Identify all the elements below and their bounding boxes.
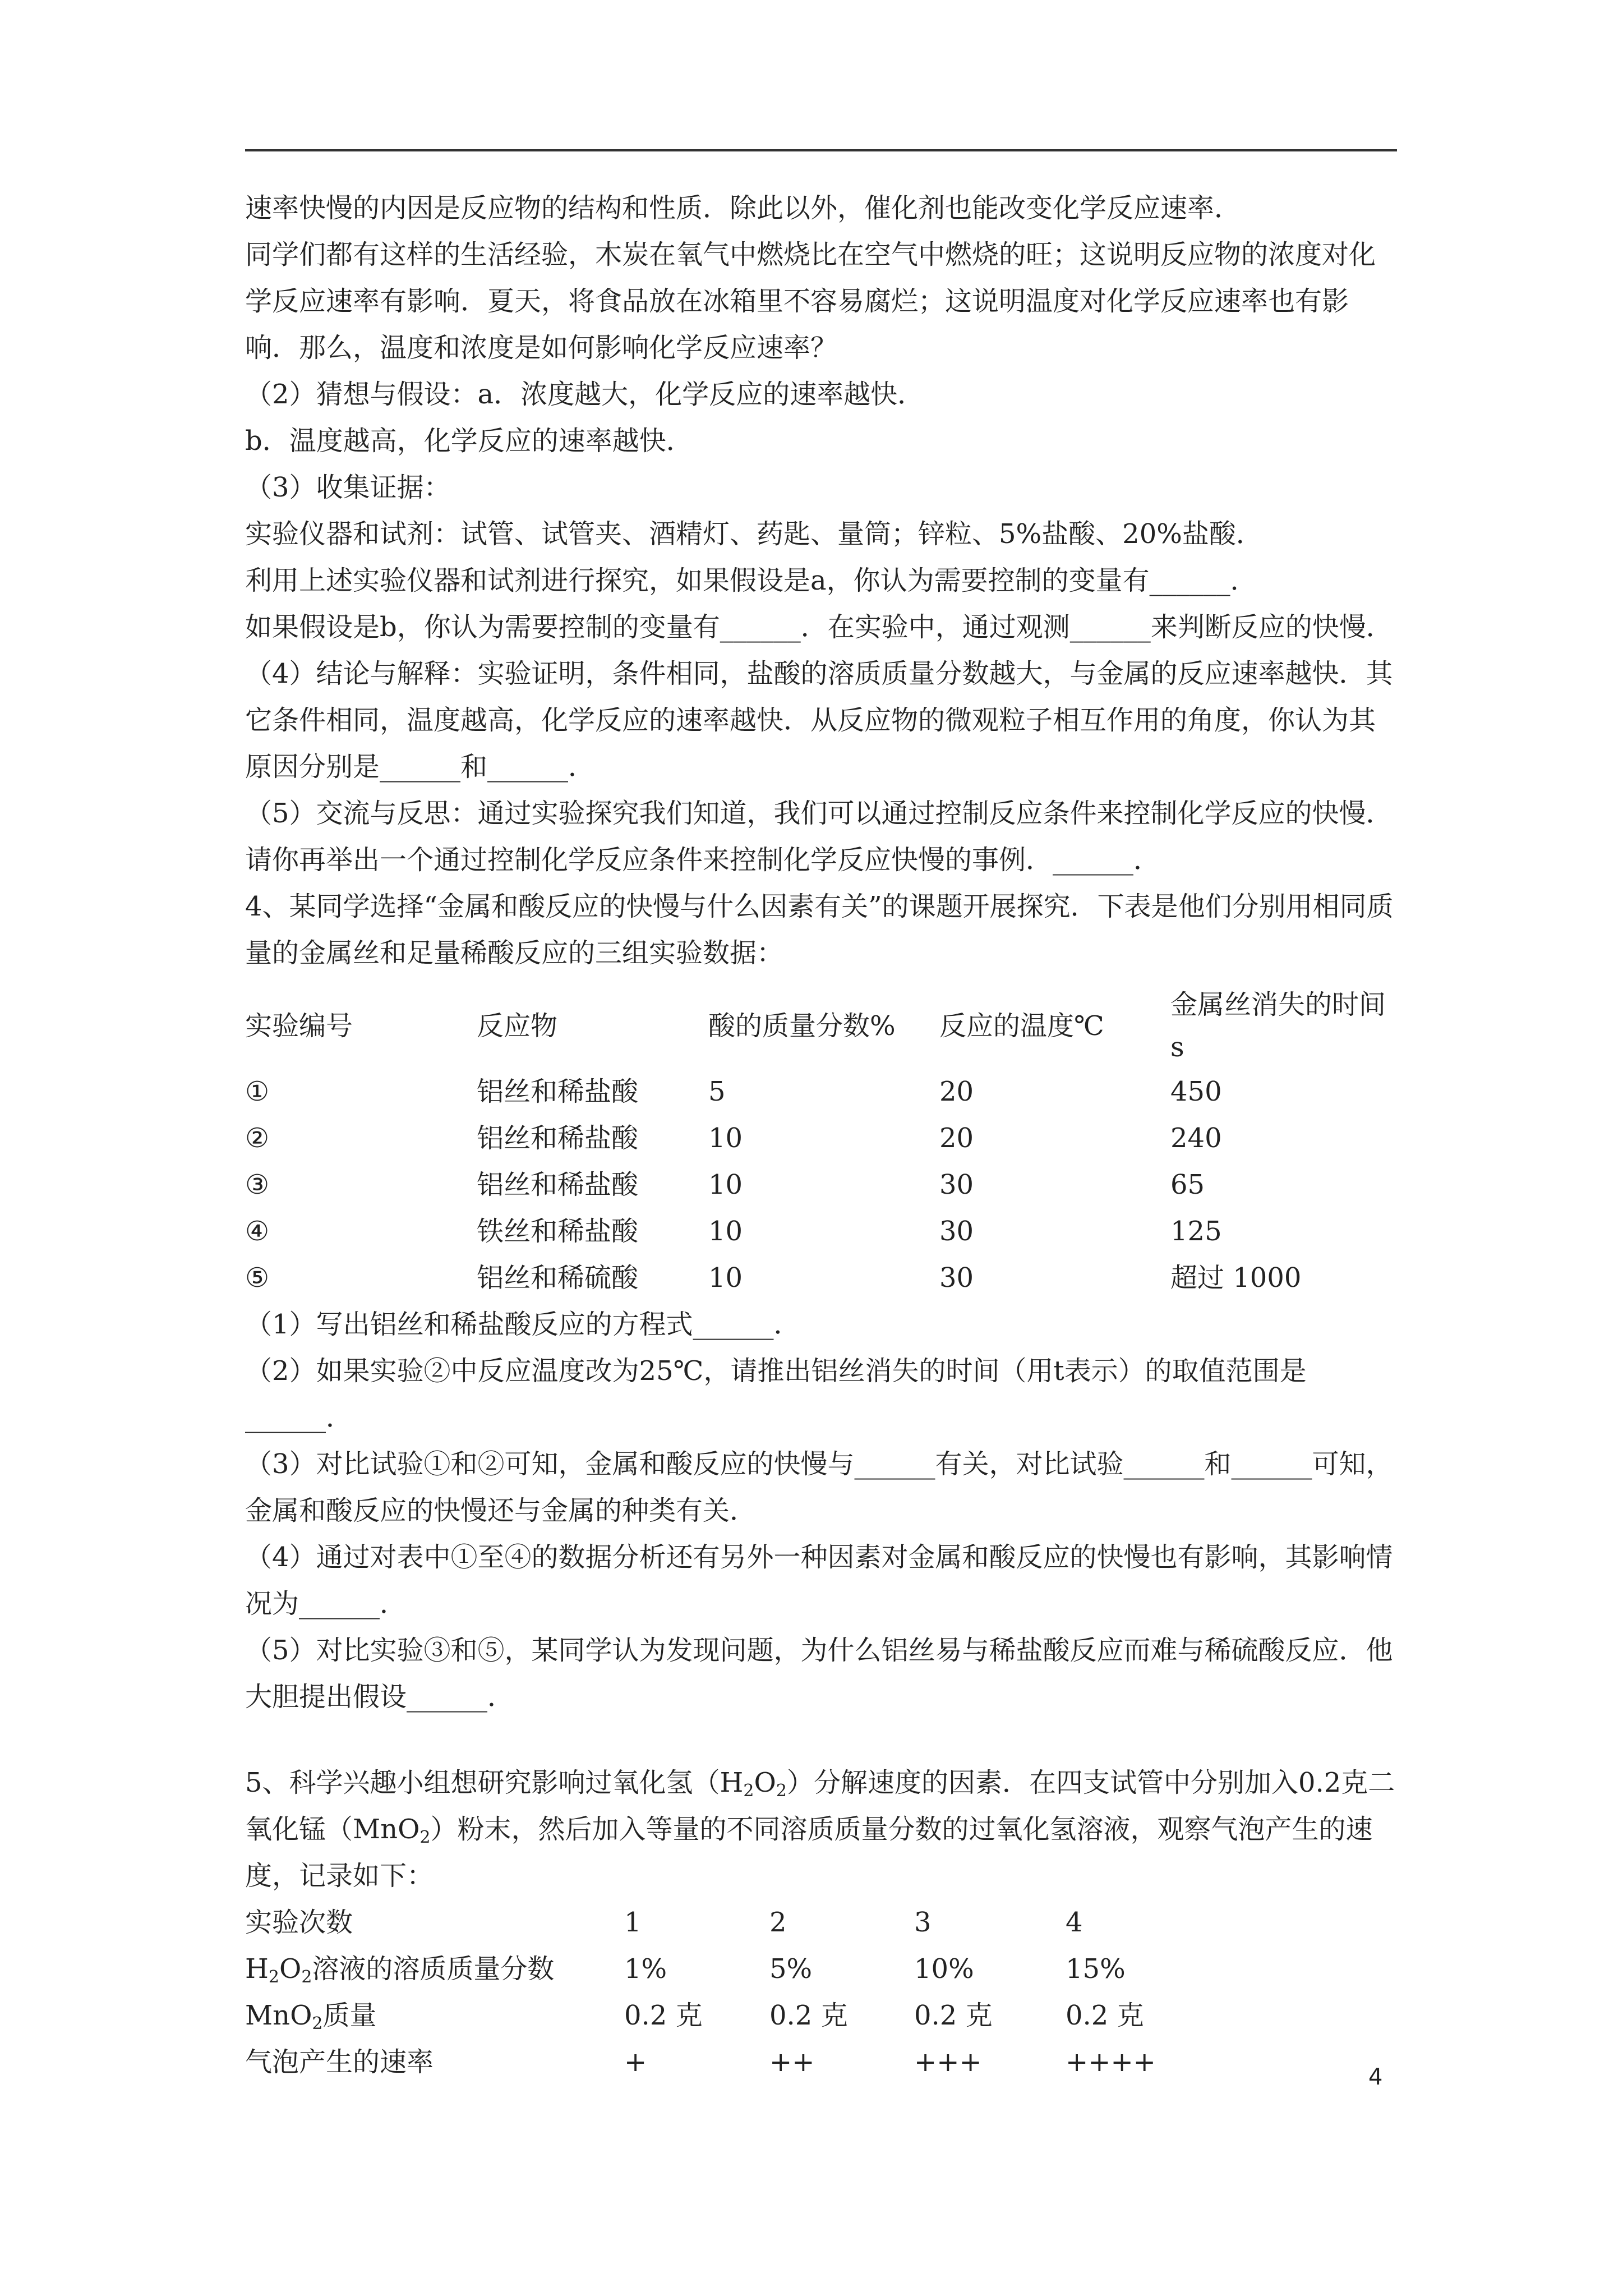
formula-part: H xyxy=(245,1953,269,1985)
question-4-intro: 4、某同学选择“金属和酸反应的快慢与什么因素有关”的课题开展探究．下表是他们分别用相同质量的金属丝和足量稀酸反应的三组实验数据： xyxy=(245,891,1394,969)
table-cell: 5 xyxy=(708,1076,726,1107)
table-row xyxy=(245,1993,1223,2039)
row-label xyxy=(245,1993,624,2039)
label-text: 质量 xyxy=(322,2000,377,2031)
table-cell: ① xyxy=(245,1076,270,1107)
table-row xyxy=(245,1208,1397,1255)
label-text: 溶液的溶质质量分数 xyxy=(312,1953,555,1985)
q5-text-part: ）粉末，然后加入等量的不同溶质质量分数的过氧化氢溶液，观察气泡产生的速度，记录如下： xyxy=(245,1814,1373,1892)
paragraph: 实验仪器和试剂：试管、试管夹、酒精灯、药匙、量筒；锌粒、5%盐酸、20%盐酸． xyxy=(245,518,1263,550)
paragraph: （2）如果实验②中反应温度改为25℃，请推出铝丝消失的时间（用t表示）的取值范围是______． xyxy=(245,1355,1307,1433)
table-cell: 0.2 克 xyxy=(624,2000,703,2031)
table-cell: 10 xyxy=(708,1169,743,1200)
table-row xyxy=(245,2039,1223,2086)
table-header-cell: 金属丝消失的时间 s xyxy=(1170,989,1386,1063)
subscript: 2 xyxy=(301,1967,312,1987)
q5-text-part: O xyxy=(754,1767,776,1798)
page-content xyxy=(245,185,1397,2086)
table-cell: 1% xyxy=(624,1953,667,1985)
table-row xyxy=(245,1899,1223,1946)
table-cell: 30 xyxy=(939,1169,974,1200)
paragraph: （1）写出铝丝和稀盐酸反应的方程式______． xyxy=(245,1309,801,1340)
table-cell: 10 xyxy=(708,1122,743,1154)
page-number: 4 xyxy=(1368,2064,1383,2090)
table-cell: + xyxy=(624,2046,647,2078)
table-cell: 5% xyxy=(769,1953,813,1985)
table-cell: 0.2 克 xyxy=(914,2000,993,2031)
paragraph: （5）交流与反思：通过实验探究我们知道，我们可以通过控制反应条件来控制化学反应的快慢．请你再举出一个通过控制化学反应条件来控制化学反应快慢的事例．______． xyxy=(245,798,1393,876)
table-cell: 450 xyxy=(1170,1076,1222,1107)
table-cell: ② xyxy=(245,1122,270,1154)
table-cell: 4 xyxy=(1066,1907,1083,1938)
table-cell: ++++ xyxy=(1066,2046,1156,2078)
table-cell: 0.2 克 xyxy=(1066,2000,1144,2031)
subscript: 2 xyxy=(743,1781,754,1801)
paragraph: 如果假设是b，你认为需要控制的变量有______．在实验中，通过观测______来判断反应的快慢． xyxy=(245,611,1393,643)
paragraph: （4）通过对表中①至④的数据分析还有另外一种因素对金属和酸反应的快慢也有影响，其影响情况为______． xyxy=(245,1542,1393,1619)
table-cell: 铁丝和稀盐酸 xyxy=(477,1216,639,1247)
table-cell: 20 xyxy=(939,1076,974,1107)
paragraph: 同学们都有这样的生活经验，木炭在氧气中燃烧比在空气中燃烧的旺；这说明反应物的浓度对化学反应速率有影响．夏天，将食品放在冰箱里不容易腐烂；这说明温度对化学反应速率也有影响．那么，温度和浓度是如何影响化学反应速率？ xyxy=(245,239,1376,364)
paragraph: （3）对比试验①和②可知，金属和酸反应的快慢与______有关，对比试验______和______可知，金属和酸反应的快慢还与金属的种类有关． xyxy=(245,1448,1393,1526)
row-label: 气泡产生的速率 xyxy=(245,2046,434,2078)
table-header-row xyxy=(245,983,1397,1069)
q5-text-part: ）分解速度的因素．在四支试管中分别加入0.2克二氧化锰（MnO xyxy=(245,1767,1395,1845)
header-rule xyxy=(245,149,1397,151)
table-cell: ⑤ xyxy=(245,1262,270,1294)
table-cell: ++ xyxy=(769,2046,815,2078)
subscript: 2 xyxy=(419,1828,431,1847)
table-header-cell: 反应物 xyxy=(477,1010,558,1042)
paragraph: b．温度越高，化学反应的速率越快． xyxy=(245,425,693,457)
table-cell: 铝丝和稀盐酸 xyxy=(477,1169,639,1200)
question-5-intro xyxy=(245,1760,1397,1899)
table-cell: 30 xyxy=(939,1216,974,1247)
table-row xyxy=(245,1115,1397,1162)
table-cell: 0.2 克 xyxy=(769,2000,848,2031)
table-cell: 10 xyxy=(708,1262,743,1294)
table-cell: 125 xyxy=(1170,1216,1222,1247)
experiment-table-metal-acid xyxy=(245,983,1397,1301)
paragraph: （2）猜想与假设：a．浓度越大，化学反应的速率越快． xyxy=(245,379,925,410)
q5-text-part: 5、科学兴趣小组想研究影响过氧化氢（H xyxy=(245,1767,744,1798)
table-cell: 15% xyxy=(1066,1953,1126,1985)
paragraph: （5）对比实验③和⑤，某同学认为发现问题，为什么铝丝易与稀盐酸反应而难与稀硫酸反应．他大胆提出假设______． xyxy=(245,1635,1393,1713)
table-cell: 10 xyxy=(708,1216,743,1247)
table-cell: 铝丝和稀硫酸 xyxy=(477,1262,639,1294)
subscript: 2 xyxy=(268,1967,279,1987)
table-cell: 铝丝和稀盐酸 xyxy=(477,1076,639,1107)
table-cell: ④ xyxy=(245,1216,270,1247)
paragraph: （4）结论与解释：实验证明，条件相同，盐酸的溶质质量分数越大，与金属的反应速率越快．其它条件相同，温度越高，化学反应的速率越快．从反应物的微观粒子相互作用的角度，你认为其原因分别是______和______． xyxy=(245,658,1393,783)
table-cell: 3 xyxy=(914,1907,932,1938)
paragraph: 利用上述实验仪器和试剂进行探究，如果假设是a，你认为需要控制的变量有______． xyxy=(245,565,1257,596)
row-label xyxy=(245,1946,624,1993)
table-header-cell: 反应的温度℃ xyxy=(939,1010,1104,1042)
table-cell: ③ xyxy=(245,1169,270,1200)
table-cell: 1 xyxy=(624,1907,642,1938)
paragraph: （3）收集证据： xyxy=(245,472,451,503)
table-header-cell: 酸的质量分数% xyxy=(708,1010,896,1042)
table-row xyxy=(245,1255,1397,1301)
table-row xyxy=(245,1162,1397,1208)
row-label: 实验次数 xyxy=(245,1907,353,1938)
table-header-cell: 实验编号 xyxy=(245,1010,353,1042)
paragraph: 速率快慢的内因是反应物的结构和性质．除此以外，催化剂也能改变化学反应速率． xyxy=(245,192,1242,224)
table-cell: 240 xyxy=(1170,1122,1222,1154)
subscript: 2 xyxy=(776,1781,787,1801)
table-cell: 铝丝和稀盐酸 xyxy=(477,1122,639,1154)
subscript: 2 xyxy=(312,2014,323,2033)
formula-part: MnO xyxy=(245,2000,312,2031)
table-row xyxy=(245,1946,1223,1993)
table-cell: 10% xyxy=(914,1953,974,1985)
table-cell: 65 xyxy=(1170,1169,1205,1200)
table-cell: 超过 1000 xyxy=(1170,1262,1302,1294)
table-cell: +++ xyxy=(914,2046,982,2078)
formula-part: O xyxy=(279,1953,302,1985)
table-cell: 2 xyxy=(769,1907,787,1938)
experiment-table-h2o2 xyxy=(245,1899,1223,2086)
table-row xyxy=(245,1069,1397,1115)
table-cell: 30 xyxy=(939,1262,974,1294)
table-cell: 20 xyxy=(939,1122,974,1154)
